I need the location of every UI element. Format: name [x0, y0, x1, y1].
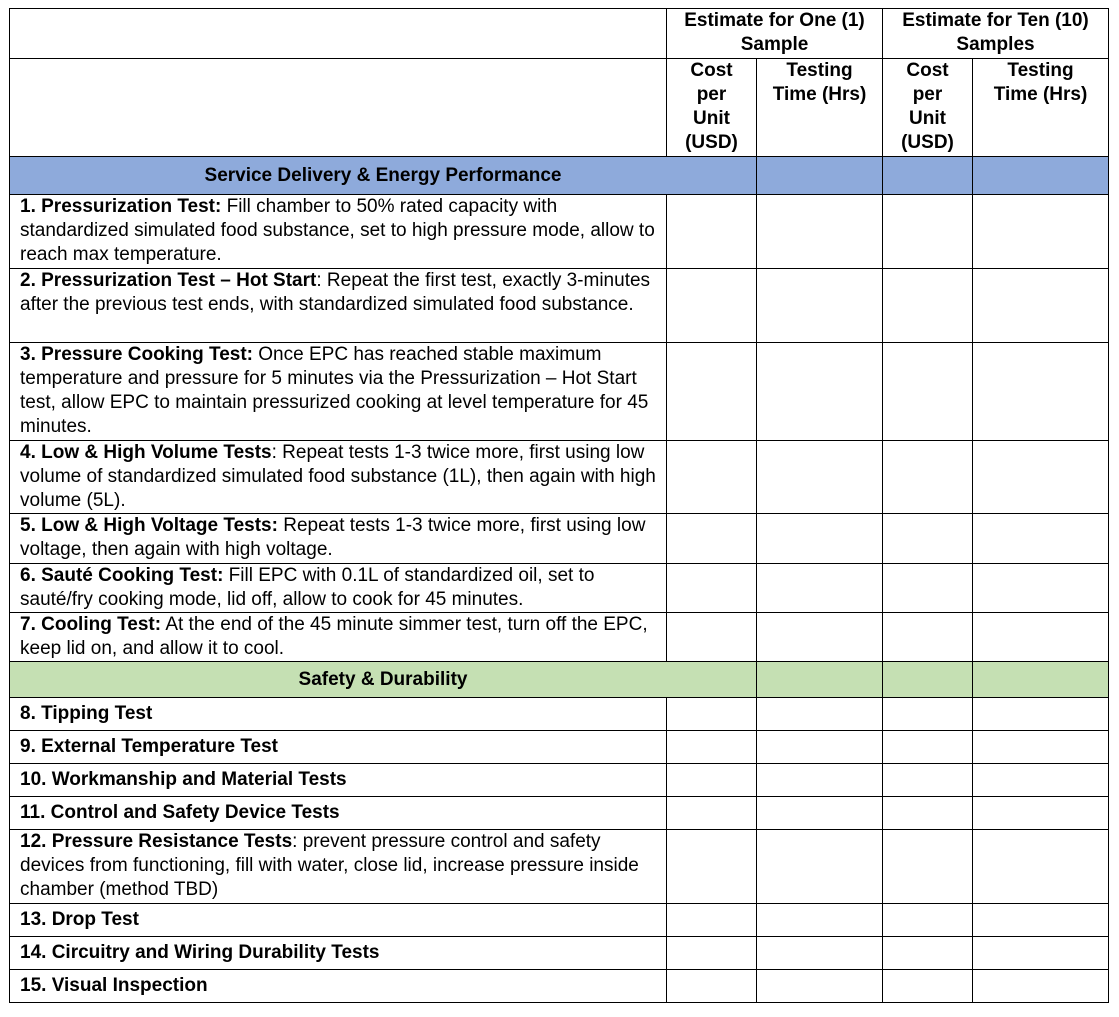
header-time-one: Testing Time (Hrs) — [757, 59, 883, 157]
section-title: Service Delivery & Energy Performance — [10, 157, 757, 195]
time-ten-cell — [973, 269, 1109, 343]
cost-ten-cell — [883, 514, 973, 564]
test-detail: Repeat tests 1-3 twice more, first using low voltage, then again with high voltage. — [20, 515, 646, 560]
table-row — [10, 514, 1109, 564]
section-cell — [757, 662, 883, 698]
test-description — [10, 970, 667, 1003]
time-ten-cell — [973, 904, 1109, 937]
test-title: 12. Pressure Resistance Tests — [20, 831, 293, 852]
time-ten-cell — [973, 441, 1109, 514]
time-one-cell — [757, 698, 883, 731]
cost-ten-cell — [883, 937, 973, 970]
test-title: 15. Visual Inspection — [20, 975, 208, 996]
test-description — [10, 698, 667, 731]
section-cell — [883, 157, 973, 195]
test-title: 13. Drop Test — [20, 909, 139, 930]
cost-one-cell — [667, 731, 757, 764]
header-cost-ten: Cost per Unit (USD) — [883, 59, 973, 157]
table-row — [10, 613, 1109, 662]
test-title: 7. Cooling Test: — [20, 614, 162, 635]
table-row — [10, 797, 1109, 830]
cost-ten-cell — [883, 830, 973, 904]
cost-ten-cell — [883, 613, 973, 662]
cost-ten-cell — [883, 564, 973, 613]
time-one-cell — [757, 343, 883, 441]
time-ten-cell — [973, 731, 1109, 764]
cost-one-cell — [667, 797, 757, 830]
header-row-columns — [10, 59, 1109, 157]
cost-one-cell — [667, 937, 757, 970]
section-row-safety — [10, 662, 1109, 698]
test-description — [10, 830, 667, 904]
cost-one-cell — [667, 970, 757, 1003]
cost-ten-cell — [883, 764, 973, 797]
section-row-service — [10, 157, 1109, 195]
cost-ten-cell — [883, 698, 973, 731]
test-description — [10, 937, 667, 970]
table-row — [10, 830, 1109, 904]
test-detail: : prevent pressure control and safety devices from functioning, fill with water, close lid, increase pressure inside chamber (method TBD) — [20, 831, 639, 900]
table-row — [10, 970, 1109, 1003]
time-one-cell — [757, 613, 883, 662]
cost-ten-cell — [883, 343, 973, 441]
time-ten-cell — [973, 564, 1109, 613]
table-row — [10, 441, 1109, 514]
test-description — [10, 343, 667, 441]
test-title: 4. Low & High Volume Tests — [20, 442, 272, 463]
header-group-ten: Estimate for Ten (10) Samples — [883, 9, 1109, 59]
cost-one-cell — [667, 441, 757, 514]
test-title: 6. Sauté Cooking Test: — [20, 565, 224, 586]
time-one-cell — [757, 441, 883, 514]
test-description — [10, 764, 667, 797]
cost-one-cell — [667, 514, 757, 564]
header-time-ten: Testing Time (Hrs) — [973, 59, 1109, 157]
header-cost-one: Cost per Unit (USD) — [667, 59, 757, 157]
table-row — [10, 698, 1109, 731]
test-description — [10, 564, 667, 613]
test-title: 3. Pressure Cooking Test: — [20, 344, 253, 365]
cost-one-cell — [667, 269, 757, 343]
cost-one-cell — [667, 830, 757, 904]
time-one-cell — [757, 904, 883, 937]
time-ten-cell — [973, 343, 1109, 441]
cost-one-cell — [667, 613, 757, 662]
time-one-cell — [757, 195, 883, 269]
test-description — [10, 904, 667, 937]
test-detail: At the end of the 45 minute simmer test, turn off the EPC, keep lid on, and allow it to cool. — [20, 614, 648, 659]
time-ten-cell — [973, 698, 1109, 731]
time-one-cell — [757, 970, 883, 1003]
cost-ten-cell — [883, 970, 973, 1003]
test-description — [10, 731, 667, 764]
time-one-cell — [757, 514, 883, 564]
test-description — [10, 195, 667, 269]
cost-ten-cell — [883, 797, 973, 830]
table-row — [10, 764, 1109, 797]
header-row-groups — [10, 9, 1109, 59]
header-blank-cell — [10, 59, 667, 157]
section-cell — [757, 157, 883, 195]
test-title: 14. Circuitry and Wiring Durability Tests — [20, 942, 380, 963]
time-one-cell — [757, 797, 883, 830]
time-one-cell — [757, 937, 883, 970]
test-title: 10. Workmanship and Material Tests — [20, 769, 347, 790]
cost-one-cell — [667, 764, 757, 797]
time-ten-cell — [973, 764, 1109, 797]
section-cell — [973, 662, 1109, 698]
test-title: 9. External Temperature Test — [20, 736, 279, 757]
time-ten-cell — [973, 970, 1109, 1003]
time-ten-cell — [973, 195, 1109, 269]
cost-ten-cell — [883, 904, 973, 937]
test-description — [10, 613, 667, 662]
header-group-one: Estimate for One (1) Sample — [667, 9, 883, 59]
cost-estimate-table — [9, 8, 1109, 1003]
test-title: 11. Control and Safety Device Tests — [20, 802, 340, 823]
cost-ten-cell — [883, 731, 973, 764]
time-ten-cell — [973, 514, 1109, 564]
table-row — [10, 937, 1109, 970]
cost-one-cell — [667, 564, 757, 613]
cost-ten-cell — [883, 269, 973, 343]
cost-ten-cell — [883, 195, 973, 269]
table-row — [10, 564, 1109, 613]
test-detail: : Repeat the first test, exactly 3-minutes after the previous test ends, with standardized simulated food substance. — [20, 270, 651, 315]
test-title: 8. Tipping Test — [20, 703, 153, 724]
cost-one-cell — [667, 904, 757, 937]
test-detail: Once EPC has reached stable maximum temperature and pressure for 5 minutes via the Pressurization – Hot Start test, allow EPC to maintain pressurized cooking at level temperature for 45 minutes. — [20, 344, 649, 437]
test-detail: Fill chamber to 50% rated capacity with standardized simulated food substance, set to high pressure mode, allow to reach max temperature. — [20, 196, 655, 265]
test-description — [10, 797, 667, 830]
time-ten-cell — [973, 613, 1109, 662]
test-description — [10, 269, 667, 343]
test-title: 1. Pressurization Test: — [20, 196, 222, 217]
cost-one-cell — [667, 195, 757, 269]
header-blank-cell — [10, 9, 667, 59]
time-one-cell — [757, 764, 883, 797]
cost-one-cell — [667, 698, 757, 731]
test-title: 2. Pressurization Test – Hot Start — [20, 270, 317, 291]
test-description — [10, 514, 667, 564]
time-one-cell — [757, 731, 883, 764]
time-one-cell — [757, 564, 883, 613]
section-title: Safety & Durability — [10, 662, 757, 698]
table-row — [10, 195, 1109, 269]
section-cell — [883, 662, 973, 698]
cost-ten-cell — [883, 441, 973, 514]
table-row — [10, 731, 1109, 764]
time-ten-cell — [973, 937, 1109, 970]
time-one-cell — [757, 830, 883, 904]
time-one-cell — [757, 269, 883, 343]
test-detail: Fill EPC with 0.1L of standardized oil, set to sauté/fry cooking mode, lid off, allow to cook for 45 minutes. — [20, 565, 595, 610]
test-title: 5. Low & High Voltage Tests: — [20, 515, 278, 536]
table-row — [10, 343, 1109, 441]
test-detail: : Repeat tests 1-3 twice more, first using low volume of standardized simulated food substance (1L), then again with high volume (5L). — [20, 442, 656, 511]
table-row — [10, 269, 1109, 343]
time-ten-cell — [973, 797, 1109, 830]
test-description — [10, 441, 667, 514]
time-ten-cell — [973, 830, 1109, 904]
section-cell — [973, 157, 1109, 195]
cost-one-cell — [667, 343, 757, 441]
table-row — [10, 904, 1109, 937]
